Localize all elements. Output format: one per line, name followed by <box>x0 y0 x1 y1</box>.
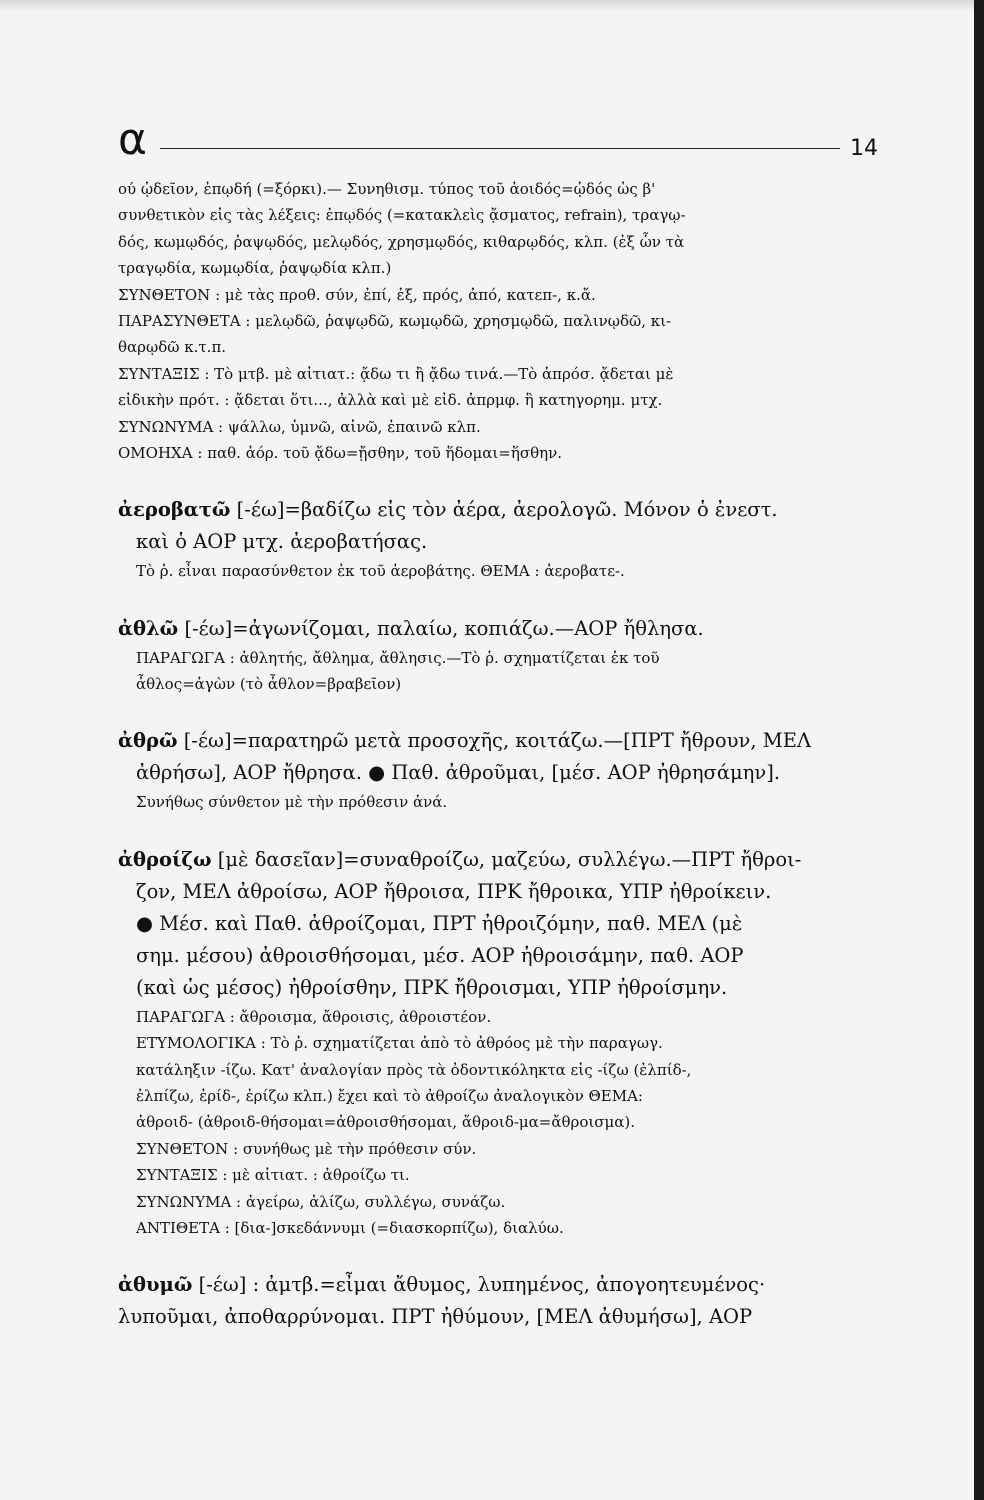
definition-line: ἀθρήσω], ΑΟΡ ἤθρησα. ● Παθ. ἀθροῦμαι, [μέσ. ΑΟΡ ἠθρησάμην]. <box>136 761 781 785</box>
text-line: ΠΑΡΑΣΥΝΘΕΤΑ : μελῳδῶ, ῥαψῳδῶ, κωμῳδῶ, χρησμῳδῶ, παλινῳδῶ, κι- <box>118 311 672 330</box>
section-letter: α <box>118 114 148 165</box>
note-line: ΠΑΡΑΓΩΓΑ : ἀθλητής, ἄθλημα, ἄθλησις.—Τὸ ῥ. σχηματίζεται ἐκ τοῦ <box>136 648 660 667</box>
headword-line: ἀθλῶ [-έω]=ἀγωνίζομαι, παλαίω, κοπιάζω.—ΑΟΡ ἤθλησα. <box>118 616 704 640</box>
headword-line: ἀθροίζω [μὲ δασεῖαν]=συναθροίζω, μαζεύω, συλλέγω.—ΠΡΤ ἤθροι- <box>118 847 802 871</box>
note-line: ἆθλος=ἀγὼν (τὸ ἆθλον=βραβεῖον) <box>136 675 402 694</box>
note-line: Τὸ ῥ. εἶναι παρασύνθετον ἐκ τοῦ ἀεροβάτης. ΘΕΜΑ : ἀεροβατε-. <box>136 562 625 581</box>
note-line: ΣΥΝΩΝΥΜΑ : ἀγείρω, ἁλίζω, συλλέγω, συνάζω. <box>136 1192 506 1211</box>
definition-line: ● Μέσ. καὶ Παθ. ἀθροίζομαι, ΠΡΤ ἠθροιζόμην, παθ. ΜΕΛ (μὲ <box>136 911 743 935</box>
scan-top-edge <box>0 0 984 12</box>
note-line: κατάληξιν -ίζω. Κατ' ἀναλογίαν πρὸς τὰ ὀδοντικόληκτα εἰς -ίζω (ἐλπίδ-, <box>136 1060 692 1079</box>
headword-line: ἀθυμῶ [-έω] : ἀμτβ.=εἶμαι ἄθυμος, λυπημένος, ἀπογοητευμένος· <box>118 1273 766 1297</box>
definition-line: καὶ ὁ ΑΟΡ μτχ. ἀεροβατήσας. <box>136 530 428 554</box>
text-line: ΣΥΝΘΕΤΟΝ : μὲ τὰς προθ. σύν, ἐπί, ἐξ, πρός, ἀπό, κατεπ-, κ.ἄ. <box>118 285 596 304</box>
text-line: ΣΥΝΤΑΞΙΣ : Τὸ μτβ. μὲ αἰτιατ.: ᾄδω τι ἢ ᾄδω τινά.—Τὸ ἀπρόσ. ᾄδεται μὲ <box>118 364 674 383</box>
entry-athro <box>118 725 876 815</box>
entry-athlo <box>118 613 876 698</box>
note-line: ΑΝΤΙΘΕΤΑ : [δια-]σκεδάννυμι (=διασκορπίζω), διαλύω. <box>136 1218 564 1237</box>
note-line: ἐλπίζω, ἐρίδ-, ἐρίζω κλπ.) ἔχει καὶ τὸ ἀθροίζω ἀναλογικὸν ΘΕΜΑ: <box>136 1087 643 1106</box>
scan-right-edge <box>974 0 984 1500</box>
entry-athroizo <box>118 844 876 1242</box>
text-line: δός, κωμῳδός, ῥαψῳδός, μελῳδός, χρησμῳδός, κιθαρῳδός, κλπ. (ἐξ ὧν τὰ <box>118 232 685 251</box>
text-line: ΣΥΝΩΝΥΜΑ : ψάλλω, ὑμνῶ, αἰνῶ, ἐπαινῶ κλπ. <box>118 417 481 436</box>
note-line: ΣΥΝΘΕΤΟΝ : συνήθως μὲ τὴν πρόθεσιν σύν. <box>136 1139 477 1158</box>
entry-continuation <box>118 176 876 466</box>
note-line: ἀθροιδ- (ἀθροιδ-θήσομαι=ἀθροισθήσομαι, ἄθροιδ-μα=ἄθροισμα). <box>136 1113 635 1132</box>
text-line: τραγῳδία, κωμῳδία, ῥαψῳδία κλπ.) <box>118 259 392 278</box>
definition-line: σημ. μέσου) ἀθροισθήσομαι, μέσ. ΑΟΡ ἠθροισάμην, παθ. ΑΟΡ <box>136 943 744 967</box>
header-rule <box>160 148 840 149</box>
text-line: εἰδικὴν πρότ. : ᾄδεται ὅτι..., ἀλλὰ καὶ μὲ εἰδ. ἀπρμφ. ἢ κατηγορημ. μτχ. <box>118 391 663 410</box>
entry-aerobato <box>118 494 876 584</box>
note-line: ΣΥΝΤΑΞΙΣ : μὲ αἰτιατ. : ἀθροίζω τι. <box>136 1166 410 1185</box>
text-line: ΟΜΟΗΧΑ : παθ. ἀόρ. τοῦ ᾄδω=ᾔσθην, τοῦ ἥδομαι=ἥσθην. <box>118 443 563 462</box>
headword-line: ἀθρῶ [-έω]=παρατηρῶ μετὰ προσοχῆς, κοιτάζω.—[ΠΡΤ ἤθρουν, ΜΕΛ <box>118 729 812 753</box>
definition-line: (καὶ ὡς μέσος) ἠθροίσθην, ΠΡΚ ἤθροισμαι, ΥΠΡ ἠθροίσμην. <box>136 975 728 999</box>
text-line: συνθετικὸν εἰς τὰς λέξεις: ἐπῳδός (=κατακλεὶς ᾄσματος, refrain), τραγῳ- <box>118 206 686 225</box>
dictionary-content <box>118 176 876 1333</box>
definition-line: λυποῦμαι, ἀποθαρρύνομαι. ΠΡΤ ἠθύμουν, [ΜΕΛ ἀθυμήσω], ΑΟΡ <box>118 1305 753 1329</box>
entry-athymo <box>118 1269 876 1333</box>
text-line: θαρῳδῶ κ.τ.π. <box>118 338 227 357</box>
definition-line: ζον, ΜΕΛ ἀθροίσω, ΑΟΡ ἤθροισα, ΠΡΚ ἤθροικα, ΥΠΡ ἠθροίκειν. <box>136 879 772 903</box>
note-line: Συνήθως σύνθετον μὲ τὴν πρόθεσιν ἀνά. <box>136 793 448 812</box>
page-header <box>118 114 878 168</box>
note-line: ΕΤΥΜΟΛΟΓΙΚΑ : Τὸ ῥ. σχηματίζεται ἀπὸ τὸ ἀθρόος μὲ τὴν παραγωγ. <box>136 1034 663 1053</box>
page-number: 14 <box>850 136 878 161</box>
headword-line: ἀεροβατῶ [-έω]=βαδίζω εἰς τὸν ἀέρα, ἀερολογῶ. Μόνον ὁ ἐνεστ. <box>118 498 778 522</box>
note-line: ΠΑΡΑΓΩΓΑ : ἄθροισμα, ἄθροισις, ἀθροιστέον. <box>136 1007 492 1026</box>
text-line: ού ᾠδεῖον, ἐπῳδή (=ξόρκι).— Συνηθισμ. τύπος τοῦ ἀοιδός=ᾠδός ὡς β' <box>118 180 656 198</box>
